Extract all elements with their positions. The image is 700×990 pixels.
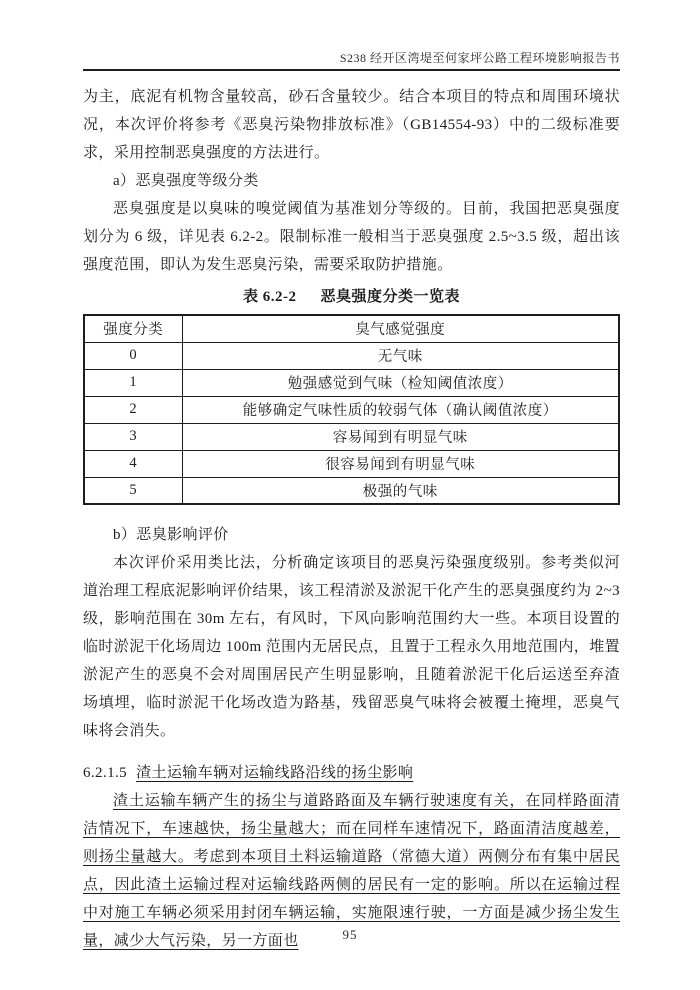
table-row (84, 369, 619, 396)
table-cell-description: 容易闻到有明显气味 (182, 423, 619, 450)
page-header (83, 0, 620, 71)
table-caption-label: 表 6.2-2 (242, 289, 297, 305)
section-number: 6.2.1.5 (83, 765, 128, 781)
page-body (83, 71, 620, 955)
page-number: 95 (342, 927, 358, 942)
odor-table-body (84, 342, 619, 504)
section-title: 渣土运输车辆对运输线路沿线的扬尘影响 (136, 765, 414, 781)
section-heading-6-2-1-5 (83, 759, 620, 787)
heading-odor-impact-assessment: b）恶臭影响评价 (113, 527, 229, 543)
table-cell-class: 4 (84, 450, 182, 477)
table-row (84, 450, 619, 477)
table-cell-description: 很容易闻到有明显气味 (182, 450, 619, 477)
table-cell-class: 0 (84, 342, 182, 369)
table-header-intensity-class: 强度分类 (84, 315, 182, 342)
table-cell-class: 5 (84, 477, 182, 504)
table-header-odor-sensation: 臭气感觉强度 (182, 315, 619, 342)
table-header-row (84, 315, 619, 342)
table-row (84, 477, 619, 504)
heading-odor-grade-classification: a）恶臭强度等级分类 (113, 173, 259, 189)
table-row (84, 342, 619, 369)
paragraph-odor-assessment: 本次评价采用类比法，分析确定该项目的恶臭污染强度级别。参考类似河道治理工程底泥影响评价结果，该工程清淤及淤泥干化产生的恶臭强度约为 2~3 级，影响范围在 30m 左右，有风时，下风向影响范围约大一些。本项目设置的临时淤泥干化场周边 100m 范围内无居民点，且置于工程永久用地范围内，堆置淤泥产生的恶臭不会对周围居民产生明显影响，且随着淤泥干化后运送至弃渣场填埋，临时淤泥干化场改造为路基，残留恶臭气味将会被覆土掩埋，恶臭气味将会消失。 (83, 555, 620, 739)
table-caption-title: 恶臭强度分类一览表 (320, 289, 460, 305)
spacer (83, 505, 620, 521)
table-cell-class: 2 (84, 396, 182, 423)
page-footer (0, 926, 700, 944)
odor-table-head (84, 315, 619, 342)
paragraph-dust-impact: 渣土运输车辆产生的扬尘与道路路面及车辆行驶速度有关，在同样路面清洁情况下，车速越快，扬尘量越大；而在同样车速情况下，路面清洁度越差，则扬尘量越大。考虑到本项目土料运输道路（常德大道）两侧分布有集中居民点，因此渣土运输过程对运输线路两侧的居民有一定的影响。所以在运输过程中对施工车辆必须采用封闭车辆运输，实施限速行驶，一方面是减少扬尘发生量，减少大气污染，另一方面也 (83, 793, 620, 949)
table-cell-description: 无气味 (182, 342, 619, 369)
table-row (84, 423, 619, 450)
table-cell-description: 能够确定气味性质的较弱气体（确认阈值浓度） (182, 396, 619, 423)
table-caption (83, 286, 620, 308)
table-cell-description: 极强的气味 (182, 477, 619, 504)
paragraph-intro: 为主，底泥有机物含量较高，砂石含量较少。结合本项目的特点和周围环境状况，本次评价将参考《恶臭污染物排放标准》（GB14554-93）中的二级标准要求，采用控制恶臭强度的方法进行。 (83, 89, 620, 161)
table-row (84, 396, 619, 423)
table-cell-class: 3 (84, 423, 182, 450)
paragraph-odor-grades: 恶臭强度是以臭味的嗅觉阈值为基准划分等级的。目前，我国把恶臭强度划分为 6 级，详见表 6.2-2。限制标准一般相当于恶臭强度 2.5~3.5 级，超出该强度范围，即认为发生恶臭污染，需要采取防护措施。 (83, 201, 620, 273)
odor-intensity-table (83, 314, 620, 505)
header-title: S238 经开区湾堤至何家坪公路工程环境影响报告书 (83, 50, 620, 71)
table-cell-class: 1 (84, 369, 182, 396)
table-cell-description: 勉强感觉到气味（检知阈值浓度） (182, 369, 619, 396)
